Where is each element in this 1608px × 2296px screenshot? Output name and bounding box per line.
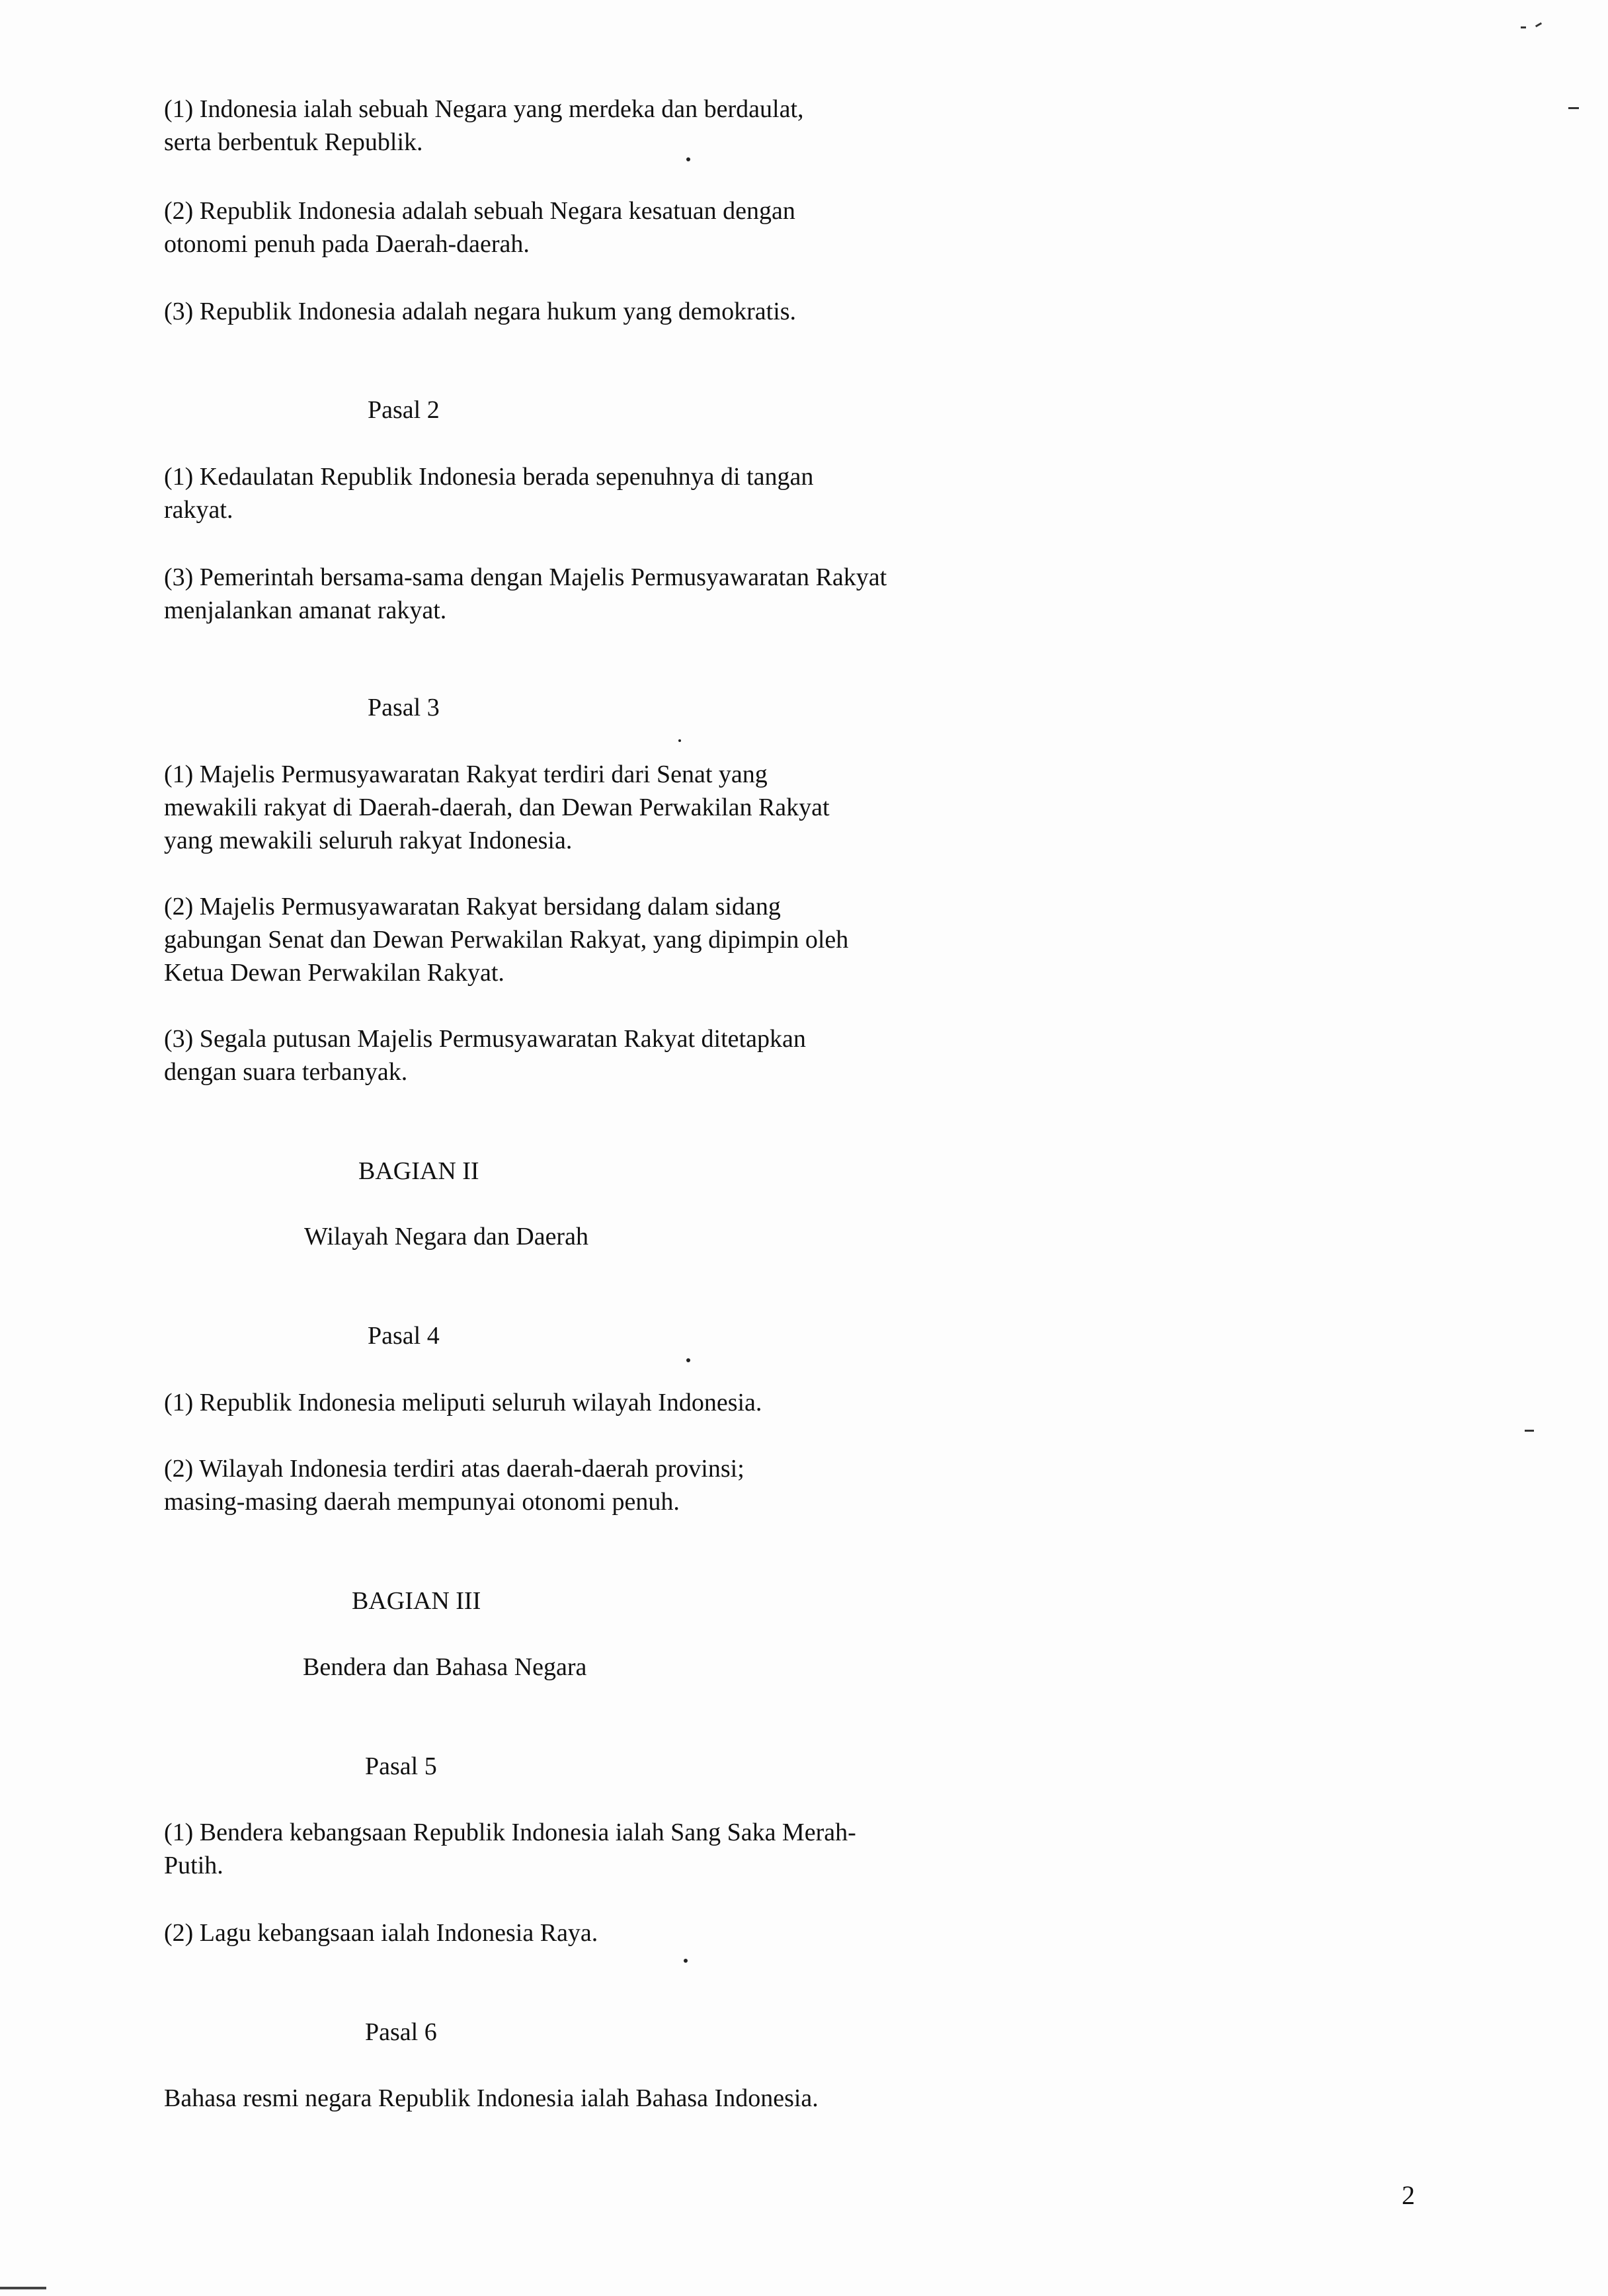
scan-speck (686, 1358, 690, 1362)
bagian-3-heading: BAGIAN III (352, 1587, 481, 1615)
page-number: 2 (1402, 2180, 1415, 2210)
pasal-4-ayat-2: (2) Wilayah Indonesia terdiri atas daerah-daerah provinsi; masing-masing daerah mempunyai otonomi penuh. (164, 1455, 744, 1516)
pasal-3-heading: Pasal 3 (368, 694, 440, 721)
pasal-1-ayat-2: (2) Republik Indonesia adalah sebuah Negara kesatuan dengan otonomi penuh pada Daerah-daerah. (164, 197, 795, 258)
pasal-3-ayat-2: (2) Majelis Permusyawaratan Rakyat bersidang dalam sidang gabungan Senat dan Dewan Perwakilan Rakyat, yang dipimpin oleh Ketua Dewan Perwakilan Rakyat. (164, 893, 849, 987)
scan-speck (678, 739, 681, 742)
pasal-2-heading: Pasal 2 (368, 396, 440, 424)
scan-mark (1521, 26, 1526, 28)
pasal-6-heading: Pasal 6 (365, 2018, 437, 2046)
pasal-2-ayat-3: (3) Pemerintah bersama-sama dengan Majelis Permusyawaratan Rakyat menjalankan amanat rakyat. (164, 563, 887, 624)
scan-speck (686, 157, 690, 161)
scan-mark (1535, 22, 1542, 28)
pasal-6-text: Bahasa resmi negara Republik Indonesia ialah Bahasa Indonesia. (164, 2084, 819, 2112)
pasal-5-ayat-1: (1) Bendera kebangsaan Republik Indonesia ialah Sang Saka Merah- Putih. (164, 1819, 856, 1879)
pasal-2-ayat-1: (1) Kedaulatan Republik Indonesia berada sepenuhnya di tangan rakyat. (164, 463, 814, 524)
pasal-5-ayat-2: (2) Lagu kebangsaan ialah Indonesia Raya. (164, 1919, 598, 1947)
bagian-3-title: Bendera dan Bahasa Negara (303, 1653, 587, 1681)
scan-mark (1568, 107, 1579, 109)
bagian-2-heading: BAGIAN II (358, 1157, 479, 1185)
pasal-4-ayat-1: (1) Republik Indonesia meliputi seluruh wilayah Indonesia. (164, 1389, 762, 1416)
scan-mark (1525, 1430, 1534, 1432)
pasal-1-ayat-3: (3) Republik Indonesia adalah negara hukum yang demokratis. (164, 298, 797, 325)
pasal-4-heading: Pasal 4 (368, 1322, 440, 1350)
bagian-2-title: Wilayah Negara dan Daerah (304, 1223, 588, 1250)
pasal-1-ayat-1: (1) Indonesia ialah sebuah Negara yang merdeka dan berdaulat, serta berbentuk Republik. (164, 95, 804, 156)
pasal-3-ayat-3: (3) Segala putusan Majelis Permusyawaratan Rakyat ditetapkan dengan suara terbanyak. (164, 1025, 806, 1086)
pasal-3-ayat-1: (1) Majelis Permusyawaratan Rakyat terdiri dari Senat yang mewakili rakyat di Daerah-daerah, dan Dewan Perwakilan Rakyat yang mewakili seluruh rakyat Indonesia. (164, 760, 830, 854)
scan-edge-mark (0, 2287, 46, 2289)
scan-speck (684, 1959, 688, 1963)
pasal-5-heading: Pasal 5 (365, 1752, 437, 1780)
